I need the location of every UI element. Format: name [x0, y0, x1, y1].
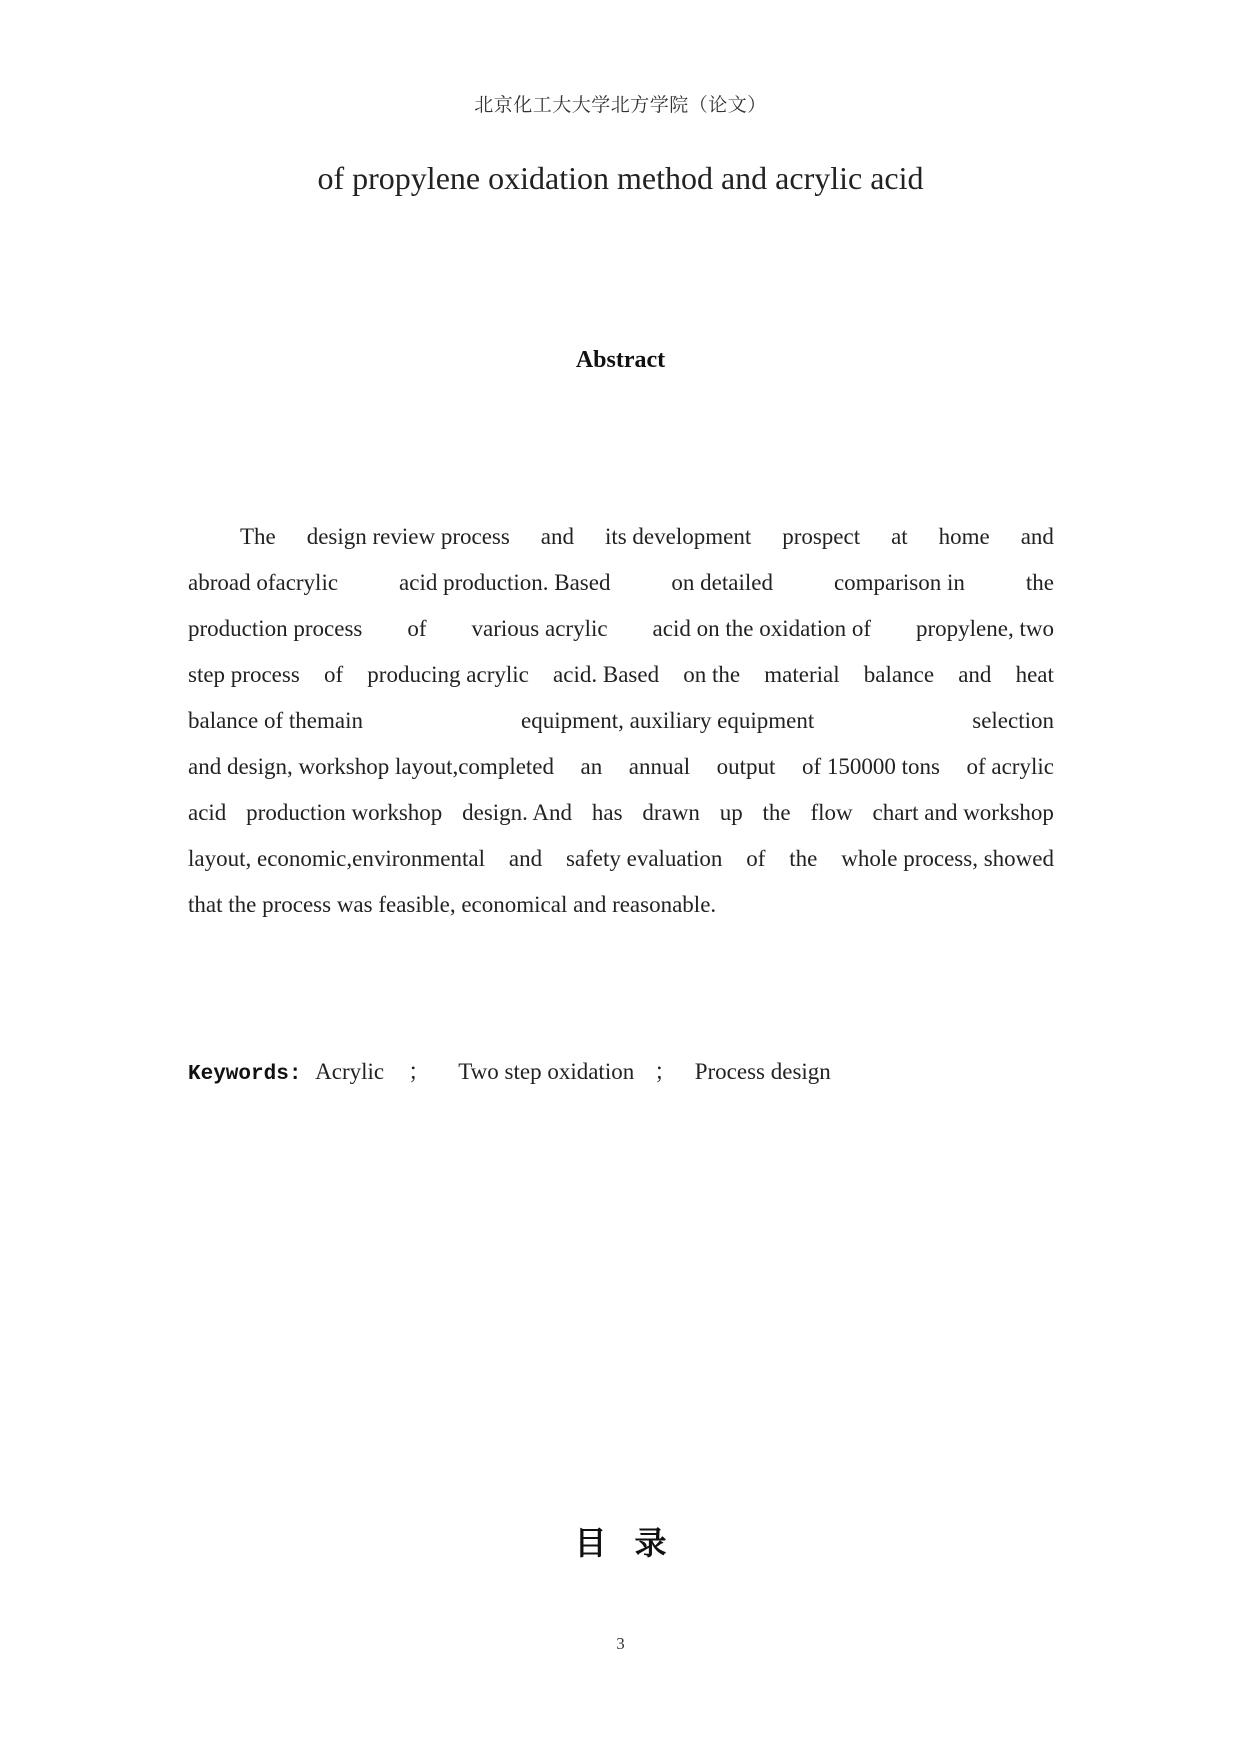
abstract-text: material	[764, 662, 840, 687]
abstract-text: and	[1020, 524, 1054, 549]
abstract-text: its development	[604, 524, 752, 549]
abstract-line	[188, 652, 1054, 698]
abstract-text: home	[938, 524, 990, 549]
abstract-text: on detailed	[671, 570, 773, 595]
keyword-separator: ；	[653, 1059, 677, 1084]
toc-heading: 目录	[574, 1524, 695, 1562]
abstract-line	[188, 560, 1054, 606]
abstract-line	[188, 606, 1054, 652]
abstract-text: equipment, auxiliary equipment	[521, 708, 815, 733]
abstract-text: acid	[188, 800, 227, 825]
document-title: of propylene oxidation method and acrylic acid	[317, 160, 924, 196]
abstract-text: and design, workshop layout,completed	[188, 754, 555, 779]
keyword-item: Two step oxidation	[458, 1059, 635, 1084]
abstract-text: of	[323, 662, 344, 687]
keyword-item: Process design	[694, 1059, 831, 1084]
abstract-body	[188, 514, 1054, 928]
abstract-text: heat	[1015, 662, 1054, 687]
abstract-text: has	[591, 800, 623, 825]
abstract-text: up	[719, 800, 743, 825]
abstract-line	[188, 744, 1054, 790]
abstract-text: design review process	[306, 524, 510, 549]
abstract-text: design. And	[462, 800, 573, 825]
abstract-text: step process	[188, 662, 300, 687]
abstract-text: the	[789, 846, 818, 871]
abstract-line	[188, 882, 1054, 928]
abstract-text: producing acrylic	[367, 662, 529, 687]
abstract-text: balance of themain	[188, 708, 363, 733]
abstract-text: The	[240, 524, 276, 549]
abstract-text: at	[891, 524, 908, 549]
abstract-text: chart and workshop	[872, 800, 1054, 825]
abstract-text: selection	[972, 708, 1054, 733]
abstract-text: that the process was feasible, economical and reasonable.	[188, 892, 717, 917]
keywords-label: Keywords:	[188, 1063, 302, 1086]
running-header: 北京化工大大学北方学院（论文）	[474, 95, 767, 116]
abstract-line	[188, 790, 1054, 836]
abstract-line	[188, 698, 1054, 744]
abstract-heading: Abstract	[575, 347, 666, 373]
abstract-line	[188, 836, 1054, 882]
abstract-text: various acrylic	[471, 616, 608, 641]
abstract-text: of	[746, 846, 766, 871]
abstract-text: the	[1025, 570, 1054, 595]
abstract-text: prospect	[782, 524, 861, 549]
abstract-text: and	[958, 662, 992, 687]
abstract-text: acid on the oxidation of	[652, 616, 871, 641]
abstract-text: abroad ofacrylic	[188, 570, 339, 595]
abstract-text: propylene, two	[915, 616, 1054, 641]
abstract-text: safety evaluation	[565, 846, 723, 871]
keyword-item: Acrylic	[315, 1059, 385, 1084]
abstract-text: comparison in	[833, 570, 965, 595]
abstract-text: production process	[188, 616, 363, 641]
abstract-text: drawn	[642, 800, 700, 825]
abstract-text: the	[762, 800, 791, 825]
keyword-separator: ；	[407, 1059, 431, 1084]
abstract-text: on the	[683, 662, 741, 687]
abstract-text: of 150000 tons	[801, 754, 940, 779]
abstract-line	[188, 514, 1054, 560]
page-number: 3	[616, 1634, 625, 1653]
abstract-text: layout, economic,environmental	[188, 846, 485, 871]
abstract-text: balance	[863, 662, 935, 687]
abstract-text: of	[407, 616, 427, 641]
abstract-text: acid. Based	[553, 662, 660, 687]
abstract-text: of acrylic	[966, 754, 1054, 779]
abstract-text: flow	[810, 800, 853, 825]
abstract-text: and	[508, 846, 543, 871]
abstract-text: annual	[628, 754, 691, 779]
abstract-text: whole process, showed	[841, 846, 1054, 871]
keywords-line	[188, 1053, 831, 1086]
abstract-text: and	[540, 524, 574, 549]
abstract-text: output	[716, 754, 776, 779]
abstract-text: an	[580, 754, 603, 779]
abstract-text: acid production. Based	[399, 570, 611, 595]
abstract-text: production workshop	[246, 800, 443, 825]
